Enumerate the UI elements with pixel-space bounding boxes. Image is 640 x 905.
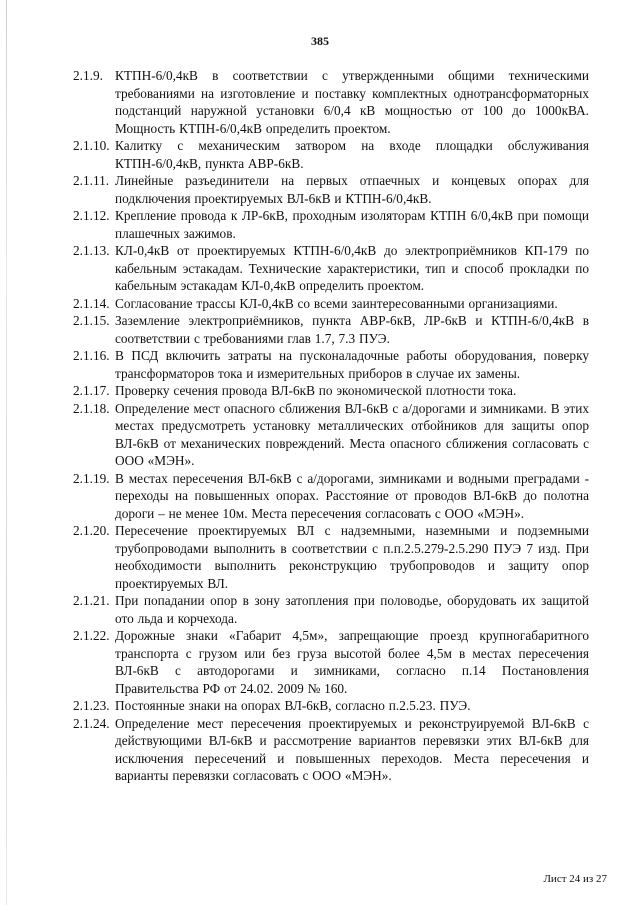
- item-text: В местах пересечения ВЛ-6кВ с а/дорогами, зимниками и водными преградами - переходы на повышенных опорах. Расстояние от проводов ВЛ-6кВ до полотна дороги – не менее 10м. Места пересечения согласовать с ООО «МЭН».: [115, 470, 589, 521]
- item-text: Определение мест пересечения проектируемых и реконструируемой ВЛ-6кВ с действующими ВЛ-6кВ и рассмотрение вариантов перевязки этих ВЛ-6кВ для исключения пересечений и повышенных переходов. Места пересечения и варианты перевязки согласовать с ООО «МЭН».: [115, 715, 589, 783]
- item-number: 2.1.21.: [73, 593, 110, 608]
- item-number: 2.1.15.: [73, 313, 110, 328]
- item-text: Пересечение проектируемых ВЛ с надземными, наземными и подземными трубопроводами выполнить в соответствии с п.п.2.5.279-2.5.290 ПУЭ 7 изд. При необходимости выполнить реконструкцию трубопроводов и защиту опор проектируемых ВЛ.: [115, 523, 589, 591]
- list-item: [73, 715, 589, 785]
- sheet-counter: Лист 24 из 27: [543, 873, 607, 885]
- item-number: 2.1.23.: [73, 698, 110, 713]
- list-item: [73, 382, 589, 400]
- list-item: [73, 522, 589, 592]
- item-number: 2.1.12.: [73, 208, 110, 223]
- list-item: [73, 312, 589, 347]
- item-text: Заземление электроприёмников, пункта АВР-6кВ, ЛР-6кВ и КТПН-6/0,4кВ в соответствии с требованиями глав 1.7, 7.3 ПУЭ.: [115, 313, 589, 346]
- item-text: КТПН-6/0,4кВ в соответствии с утвержденными общими техническими требованиями на изготовление и поставку комплектных однотрансформаторных подстанций наружной установки 6/0,4 кВ мощностью от 100 до 1000кВА. Мощность КТПН-6/0,4кВ определить проектом.: [115, 68, 589, 136]
- item-text: КЛ-0,4кВ от проектируемых КТПН-6/0,4кВ до электроприёмников КП-179 по кабельным эстакадам. Технические характеристики, тип и способ прокладки по кабельным эстакадам КЛ-0,4кВ определить проектом.: [115, 243, 589, 293]
- item-number: 2.1.24.: [73, 715, 110, 731]
- list-item: [73, 697, 589, 715]
- list-item: [73, 592, 589, 627]
- list-item: [73, 242, 589, 295]
- item-number: 2.1.20.: [73, 523, 110, 538]
- list-item: [73, 172, 589, 207]
- item-number: 2.1.9.: [73, 68, 103, 83]
- item-number: 2.1.17.: [73, 383, 110, 398]
- item-number: 2.1.13.: [73, 243, 110, 258]
- scan-left-edge: [6, 0, 7, 905]
- list-item: [73, 137, 589, 172]
- list-item: [73, 207, 589, 242]
- item-number: 2.1.11.: [73, 173, 110, 188]
- item-text: Согласование трассы КЛ-0,4кВ со всеми заинтересованными организациями.: [115, 295, 558, 311]
- item-text: Постоянные знаки на опорах ВЛ-6кВ, согласно п.2.5.23. ПУЭ.: [115, 698, 471, 713]
- item-text: Проверку сечения провода ВЛ-6кВ по экономической плотности тока.: [115, 383, 517, 398]
- item-text: Калитку с механическим затвором на входе площадки обслуживания КТПН-6/0,4кВ, пункта АВР-6кВ.: [115, 138, 589, 171]
- item-number: 2.1.22.: [73, 628, 110, 643]
- item-text: При попадании опор в зону затопления при половодье, оборудовать их защитой ото льда и корчехода.: [115, 593, 589, 626]
- item-text: Определение мест опасного сближения ВЛ-6кВ с а/дорогами и зимниками. В этих местах предусмотреть установку металлических отбойников для защиты опор ВЛ-6кВ от механических повреждений. Места опасного сближения согласовать с ООО «МЭН».: [115, 400, 589, 468]
- item-number: 2.1.18.: [73, 400, 110, 416]
- list-item: [73, 400, 589, 470]
- list-item: [73, 295, 589, 313]
- item-number: 2.1.16.: [73, 348, 110, 363]
- list-item: [73, 470, 589, 523]
- requirements-list: [73, 67, 589, 785]
- item-number: 2.1.19.: [73, 470, 110, 486]
- page-number: 385: [311, 34, 329, 48]
- item-text: В ПСД включить затраты на пусконаладочные работы оборудования, поверку трансформаторов тока и измерительных приборов в случае их замены.: [115, 348, 589, 381]
- item-text: Крепление провода к ЛР-6кВ, проходным изоляторам КТПН 6/0,4кВ при помощи плашечных зажимов.: [115, 208, 589, 241]
- item-number: 2.1.10.: [73, 138, 110, 153]
- list-item: [73, 67, 589, 137]
- item-text: Дорожные знаки «Габарит 4,5м», запрещающие проезд крупногабаритного транспорта с грузом или без груза высотой более 4,5м в местах пересечения ВЛ-6кВ с автодорогами и зимниками, согласно п.14 Постановления Правительства РФ от 24.02. 2009 № 160.: [115, 628, 589, 696]
- list-item: [73, 627, 589, 697]
- item-number: 2.1.14.: [73, 295, 110, 311]
- item-text: Линейные разъединители на первых отпаечных и концевых опорах для подключения проектируемых ВЛ-6кВ и КТПН-6/0,4кВ.: [115, 173, 589, 206]
- list-item: [73, 347, 589, 382]
